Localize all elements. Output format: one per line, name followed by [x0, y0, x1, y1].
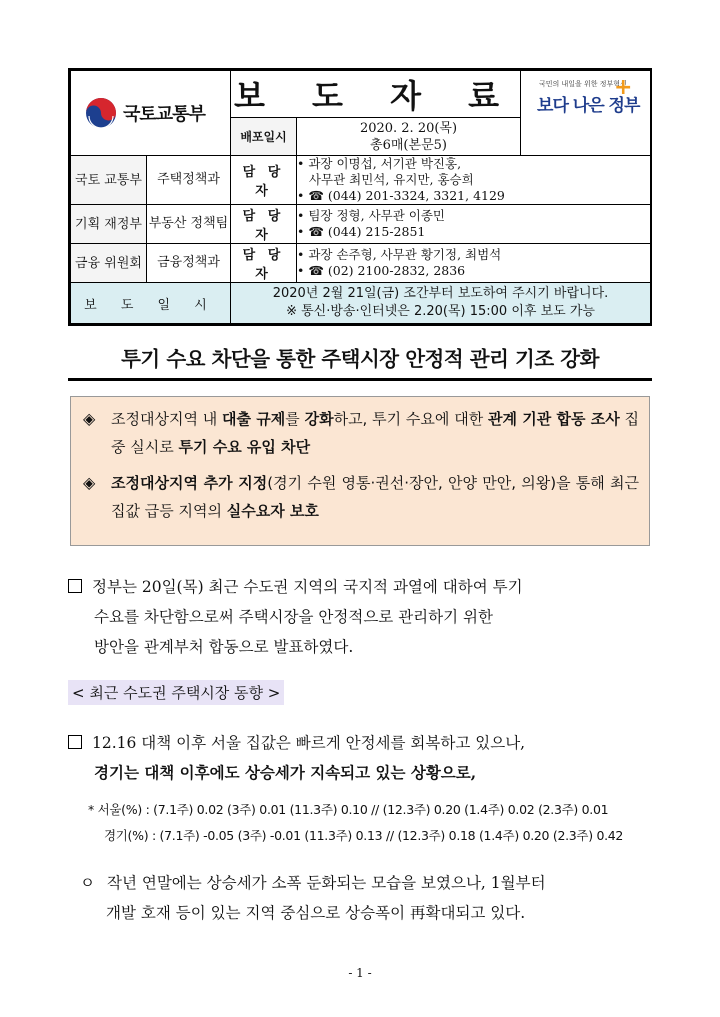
plus-icon: + — [614, 75, 633, 100]
circle-bullet: ㅇ — [80, 874, 95, 892]
contact-info — [297, 244, 651, 283]
manager-label: 담 당 자 — [231, 205, 297, 244]
org-name: 금융 위원회 — [71, 244, 147, 283]
ministry-name: 국토교통부 — [123, 104, 205, 125]
summary-text: 하고, 투기 수요에 대한 — [333, 410, 488, 428]
summary-emphasis: 대출 규제 — [222, 410, 286, 428]
summary-text: 집중 실시로 — [111, 410, 640, 456]
gov-slogan: 보다 나은 정부 — [537, 96, 640, 116]
gov-slogan-small: 국민의 내일을 위한 정부혁신 — [539, 80, 627, 88]
press-date-note: ※ 통신·방송·인터넷은 2.20(목) 15:00 이후 보도 가능 — [286, 304, 595, 319]
contact-line: • ☎ (044) 215-2851 — [297, 224, 426, 239]
summary-emphasis: 실수요자 보호 — [226, 502, 319, 520]
summary-emphasis: 투기 수요 유입 차단 — [178, 438, 311, 456]
manager-label: 담 당 자 — [231, 244, 297, 283]
checkbox-bullet-icon — [68, 735, 82, 749]
stats-note-seoul: * 서울(%) : (7.1주) 0.02 (3주) 0.01 (11.3주) 0.10 // (12.3주) 0.20 (1.4주) 0.02 (2.3주) 0.01 — [88, 802, 609, 817]
org-name: 기획 재정부 — [71, 205, 147, 244]
paragraph-line: 12.16 대책 이후 서울 집값은 빠르게 안정세를 회복하고 있으나, — [92, 734, 526, 752]
distribution-date: 2020. 2. 20(목) — [359, 120, 458, 136]
dept-name: 부동산 정책팀 — [147, 205, 231, 244]
manager-label: 담 당 자 — [231, 156, 297, 205]
ministry-emblem-icon — [85, 97, 117, 129]
contact-line: • 과장 이명섭, 서기관 박진홍, — [297, 156, 462, 171]
contact-info — [297, 205, 651, 244]
dept-name: 주택정책과 — [147, 156, 231, 205]
section-title: < 최근 수도권 주택시장 동향 > — [68, 680, 284, 705]
summary-emphasis: 강화 — [304, 410, 334, 428]
summary-text: 를 — [285, 410, 305, 428]
document-title: 보 도 자 료 — [231, 71, 521, 118]
press-date-cell — [231, 283, 651, 324]
distribution-pages: 총6매(본문5) — [370, 137, 447, 153]
distribution-date-cell — [297, 118, 521, 156]
paragraph-line: 수요를 차단함으로써 주택시장을 안정적으로 관리하기 위한 — [94, 608, 493, 626]
distribution-label: 배포일시 — [231, 118, 297, 156]
headline-rule — [68, 378, 652, 381]
diamond-bullet-icon: ◈ — [83, 473, 96, 492]
paragraph-line: 개발 호재 등이 있는 지역 중심으로 상승폭이 再확대되고 있다. — [106, 904, 526, 922]
summary-item — [81, 405, 639, 461]
diamond-bullet-icon: ◈ — [83, 409, 96, 428]
press-date-line: 2020년 2월 21일(금) 조간부터 보도하여 주시기 바랍니다. — [272, 286, 609, 301]
summary-item — [81, 469, 639, 525]
contact-info — [297, 156, 651, 205]
government-slogan-logo — [521, 71, 651, 156]
org-name: 국토 교통부 — [71, 156, 147, 205]
press-header-table — [68, 68, 652, 326]
contact-line: • 팀장 정형, 사무관 이종민 — [297, 208, 445, 223]
body-paragraph — [68, 728, 652, 788]
contact-line: 사무관 최민석, 유지만, 홍승희 — [297, 172, 474, 187]
page-number: - 1 - — [348, 966, 372, 980]
summary-box — [70, 396, 650, 546]
ministry-logo-cell — [71, 71, 231, 156]
paragraph-line: 경기는 대책 이후에도 상승세가 지속되고 있는 상황으로, — [94, 763, 477, 782]
checkbox-bullet-icon — [68, 579, 82, 593]
body-paragraph — [68, 572, 652, 662]
body-paragraph — [80, 868, 652, 928]
summary-text: 조정대상지역 내 — [111, 410, 223, 428]
summary-emphasis: 관계 기관 합동 조사 — [488, 410, 620, 428]
contact-line: • ☎ (02) 2100-2832, 2836 — [297, 263, 466, 278]
contact-line: • ☎ (044) 201-3324, 3321, 4129 — [297, 188, 505, 203]
dept-name: 금융정책과 — [147, 244, 231, 283]
paragraph-line: 정부는 20일(목) 최근 수도권 지역의 국지적 과열에 대하여 투기 — [92, 578, 523, 596]
paragraph-line: 방안을 관계부처 합동으로 발표하였다. — [94, 638, 354, 656]
paragraph-line: 작년 연말에는 상승세가 소폭 둔화되는 모습을 보였으나, 1월부터 — [106, 874, 546, 892]
summary-emphasis: 조정대상지역 추가 지정 — [111, 474, 268, 492]
contact-line: • 과장 손주형, 사무관 황기정, 최범석 — [297, 247, 502, 262]
stats-note-gyeonggi: 경기(%) : (7.1주) -0.05 (3주) -0.01 (11.3주) 0.13 // (12.3주) 0.18 (1.4주) 0.20 (2.3주) 0.42 — [104, 828, 624, 843]
headline: 투기 수요 차단을 통한 주택시장 안정적 관리 기조 강화 — [121, 347, 599, 371]
press-date-label: 보 도 일 시 — [71, 283, 231, 324]
summary-text: (경기 수원 영통·권선·장안, 안양 만안, 의왕)을 통해 최근 집값 급등 지역의 — [111, 474, 639, 520]
